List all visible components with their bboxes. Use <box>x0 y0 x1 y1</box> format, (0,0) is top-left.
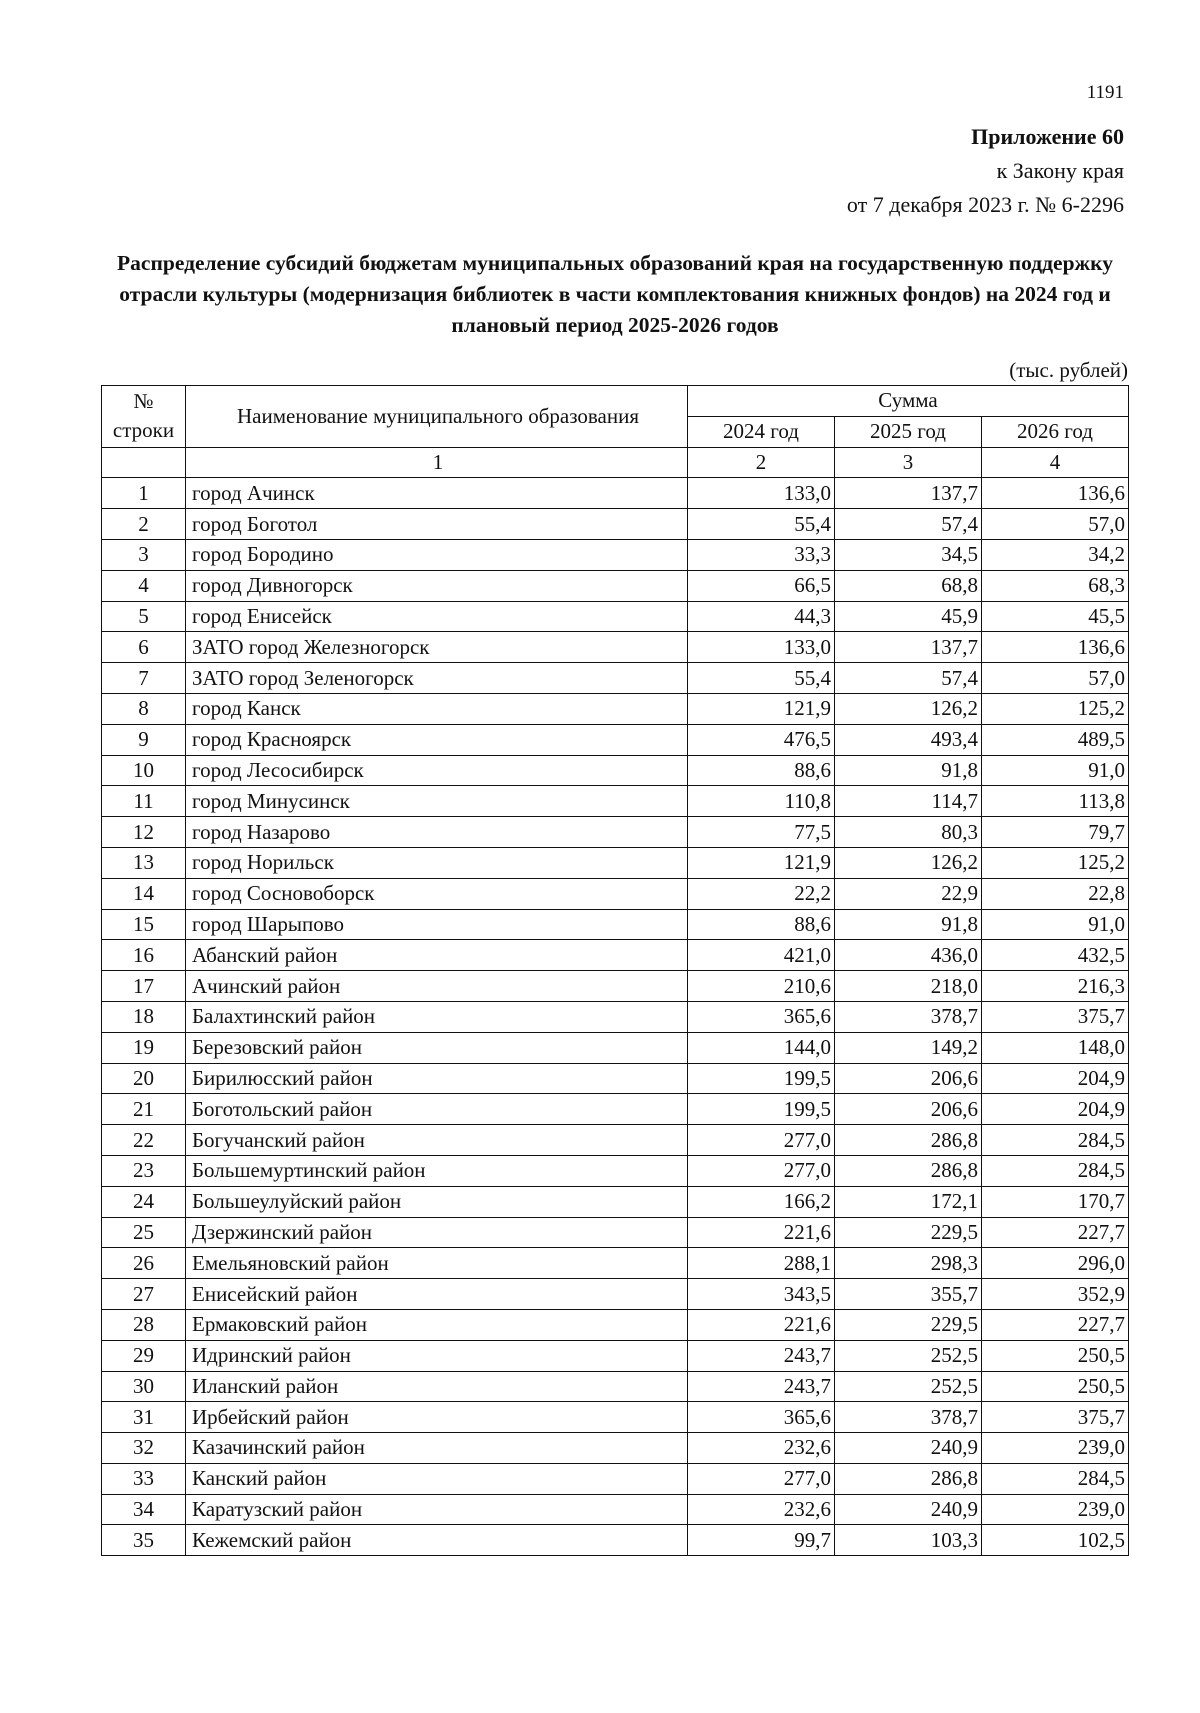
sum-2024: 277,0 <box>688 1155 835 1186</box>
municipality-name: ЗАТО город Железногорск <box>186 632 688 663</box>
sum-2025: 436,0 <box>835 940 982 971</box>
sum-2026: 489,5 <box>982 724 1129 755</box>
municipality-name: Абанский район <box>186 940 688 971</box>
municipality-name: Ермаковский район <box>186 1309 688 1340</box>
table-row <box>102 601 1129 632</box>
header-no-symbol: № <box>133 389 154 414</box>
row-number: 19 <box>102 1032 186 1063</box>
table-row <box>102 570 1129 601</box>
municipality-name: город Назарово <box>186 817 688 848</box>
sum-2026: 91,0 <box>982 909 1129 940</box>
sum-2026: 34,2 <box>982 539 1129 570</box>
table-row <box>102 663 1129 694</box>
sum-2026: 136,6 <box>982 632 1129 663</box>
header-year-2026: 2026 год <box>982 416 1129 447</box>
sum-2026: 136,6 <box>982 478 1129 509</box>
sum-2024: 88,6 <box>688 755 835 786</box>
sum-2026: 170,7 <box>982 1186 1129 1217</box>
sum-2024: 221,6 <box>688 1217 835 1248</box>
municipality-name: Каратузский район <box>186 1494 688 1525</box>
table-row <box>102 539 1129 570</box>
document-heading: Распределение субсидий бюджетам муниципальных образований края на государственную поддержку отрасли культуры (модернизация библиотек в части комплектования книжных фондов) на 2024 год и плановый период 2025-2026 годов <box>117 251 1113 337</box>
sum-2024: 221,6 <box>688 1309 835 1340</box>
municipality-name: Большеулуйский район <box>186 1186 688 1217</box>
municipality-name: город Енисейск <box>186 601 688 632</box>
sum-2026: 79,7 <box>982 817 1129 848</box>
col-number-3: 3 <box>835 447 982 478</box>
row-number: 26 <box>102 1248 186 1279</box>
municipality-name: город Шарыпово <box>186 909 688 940</box>
row-number: 18 <box>102 1001 186 1032</box>
sum-2025: 22,9 <box>835 878 982 909</box>
col-number-blank <box>102 447 186 478</box>
municipality-name: Боготольский район <box>186 1094 688 1125</box>
sum-2025: 355,7 <box>835 1279 982 1310</box>
municipality-name: город Красноярск <box>186 724 688 755</box>
table-row <box>102 724 1129 755</box>
sum-2026: 250,5 <box>982 1371 1129 1402</box>
row-number: 17 <box>102 971 186 1002</box>
municipality-name: город Дивногорск <box>186 570 688 601</box>
table-row <box>102 1402 1129 1433</box>
sum-2026: 239,0 <box>982 1433 1129 1464</box>
sum-2025: 91,8 <box>835 755 982 786</box>
sum-2024: 277,0 <box>688 1463 835 1494</box>
table-row <box>102 1433 1129 1464</box>
sum-2024: 133,0 <box>688 478 835 509</box>
row-number: 22 <box>102 1125 186 1156</box>
municipality-name: город Боготол <box>186 509 688 540</box>
sum-2025: 286,8 <box>835 1463 982 1494</box>
row-number: 1 <box>102 478 186 509</box>
row-number: 13 <box>102 847 186 878</box>
row-number: 3 <box>102 539 186 570</box>
row-number: 6 <box>102 632 186 663</box>
sum-2025: 68,8 <box>835 570 982 601</box>
sum-2025: 114,7 <box>835 786 982 817</box>
municipality-name: Дзержинский район <box>186 1217 688 1248</box>
row-number: 31 <box>102 1402 186 1433</box>
municipality-name: Ачинский район <box>186 971 688 1002</box>
row-number: 5 <box>102 601 186 632</box>
header-year-2024: 2024 год <box>688 416 835 447</box>
header-year-2025: 2025 год <box>835 416 982 447</box>
sum-2025: 172,1 <box>835 1186 982 1217</box>
units-label: (тыс. рублей) <box>1009 358 1128 382</box>
municipality-name: город Минусинск <box>186 786 688 817</box>
municipality-name: город Ачинск <box>186 478 688 509</box>
row-number: 15 <box>102 909 186 940</box>
municipality-name: Ирбейский район <box>186 1402 688 1433</box>
row-number: 27 <box>102 1279 186 1310</box>
sum-2026: 125,2 <box>982 693 1129 724</box>
table-row <box>102 1217 1129 1248</box>
row-number: 28 <box>102 1309 186 1340</box>
row-number: 9 <box>102 724 186 755</box>
table-row <box>102 1125 1129 1156</box>
sum-2026: 239,0 <box>982 1494 1129 1525</box>
table-row <box>102 1279 1129 1310</box>
sum-2026: 296,0 <box>982 1248 1129 1279</box>
header-no-label: строки <box>112 418 175 443</box>
sum-2025: 149,2 <box>835 1032 982 1063</box>
sum-2024: 210,6 <box>688 971 835 1002</box>
municipality-name: Иланский район <box>186 1371 688 1402</box>
sum-2026: 57,0 <box>982 509 1129 540</box>
sum-2024: 77,5 <box>688 817 835 848</box>
municipality-name: Канский район <box>186 1463 688 1494</box>
sum-2025: 206,6 <box>835 1094 982 1125</box>
sum-2025: 34,5 <box>835 539 982 570</box>
sum-2024: 33,3 <box>688 539 835 570</box>
table-row <box>102 755 1129 786</box>
sum-2025: 378,7 <box>835 1402 982 1433</box>
subsidy-table <box>101 385 1129 1556</box>
col-number-2: 2 <box>688 447 835 478</box>
sum-2024: 288,1 <box>688 1248 835 1279</box>
sum-2024: 421,0 <box>688 940 835 971</box>
row-number: 21 <box>102 1094 186 1125</box>
sum-2024: 99,7 <box>688 1525 835 1556</box>
sum-2024: 66,5 <box>688 570 835 601</box>
row-number: 8 <box>102 693 186 724</box>
sum-2026: 284,5 <box>982 1463 1129 1494</box>
appendix-block <box>847 120 1124 222</box>
sum-2024: 110,8 <box>688 786 835 817</box>
row-number: 29 <box>102 1340 186 1371</box>
sum-2026: 375,7 <box>982 1402 1129 1433</box>
municipality-name: Емельяновский район <box>186 1248 688 1279</box>
sum-2024: 365,6 <box>688 1001 835 1032</box>
sum-2024: 277,0 <box>688 1125 835 1156</box>
sum-2024: 22,2 <box>688 878 835 909</box>
sum-2024: 144,0 <box>688 1032 835 1063</box>
municipality-name: город Лесосибирск <box>186 755 688 786</box>
row-number: 7 <box>102 663 186 694</box>
sum-2025: 57,4 <box>835 509 982 540</box>
sum-2026: 125,2 <box>982 847 1129 878</box>
municipality-name: ЗАТО город Зеленогорск <box>186 663 688 694</box>
sum-2026: 227,7 <box>982 1217 1129 1248</box>
row-number: 33 <box>102 1463 186 1494</box>
table-row <box>102 817 1129 848</box>
header-row-number <box>102 386 186 448</box>
table-row <box>102 971 1129 1002</box>
sum-2026: 352,9 <box>982 1279 1129 1310</box>
table-row <box>102 1309 1129 1340</box>
table-row <box>102 940 1129 971</box>
table-row <box>102 1063 1129 1094</box>
table-row <box>102 1463 1129 1494</box>
row-number: 20 <box>102 1063 186 1094</box>
sum-2025: 206,6 <box>835 1063 982 1094</box>
sum-2025: 103,3 <box>835 1525 982 1556</box>
sum-2024: 365,6 <box>688 1402 835 1433</box>
sum-2024: 55,4 <box>688 663 835 694</box>
sum-2024: 88,6 <box>688 909 835 940</box>
municipality-name: Кежемский район <box>186 1525 688 1556</box>
appendix-date-ref: от 7 декабря 2023 г. № 6-2296 <box>846 192 1124 217</box>
sum-2026: 375,7 <box>982 1001 1129 1032</box>
sum-2024: 44,3 <box>688 601 835 632</box>
row-number: 35 <box>102 1525 186 1556</box>
sum-2025: 240,9 <box>835 1494 982 1525</box>
table-row <box>102 693 1129 724</box>
row-number: 34 <box>102 1494 186 1525</box>
sum-2024: 166,2 <box>688 1186 835 1217</box>
municipality-name: Березовский район <box>186 1032 688 1063</box>
sum-2026: 113,8 <box>982 786 1129 817</box>
row-number: 12 <box>102 817 186 848</box>
row-number: 32 <box>102 1433 186 1464</box>
sum-2025: 126,2 <box>835 847 982 878</box>
sum-2026: 216,3 <box>982 971 1129 1002</box>
municipality-name: Казачинский район <box>186 1433 688 1464</box>
sum-2025: 137,7 <box>835 478 982 509</box>
sum-2026: 148,0 <box>982 1032 1129 1063</box>
sum-2026: 250,5 <box>982 1340 1129 1371</box>
municipality-name: город Норильск <box>186 847 688 878</box>
sum-2026: 432,5 <box>982 940 1129 971</box>
table-row <box>102 1001 1129 1032</box>
header-sum: Сумма <box>688 386 1129 417</box>
sum-2026: 57,0 <box>982 663 1129 694</box>
col-number-4: 4 <box>982 447 1129 478</box>
sum-2025: 229,5 <box>835 1217 982 1248</box>
table-row <box>102 847 1129 878</box>
sum-2025: 218,0 <box>835 971 982 1002</box>
appendix-law-ref: к Закону края <box>996 158 1124 183</box>
sum-2024: 343,5 <box>688 1279 835 1310</box>
sum-2025: 126,2 <box>835 693 982 724</box>
sum-2026: 284,5 <box>982 1125 1129 1156</box>
row-number: 25 <box>102 1217 186 1248</box>
row-number: 24 <box>102 1186 186 1217</box>
municipality-name: Енисейский район <box>186 1279 688 1310</box>
sum-2026: 102,5 <box>982 1525 1129 1556</box>
table-row <box>102 1186 1129 1217</box>
sum-2025: 137,7 <box>835 632 982 663</box>
table-row <box>102 909 1129 940</box>
municipality-name: город Бородино <box>186 539 688 570</box>
sum-2024: 199,5 <box>688 1094 835 1125</box>
table-row <box>102 1248 1129 1279</box>
row-number: 4 <box>102 570 186 601</box>
row-number: 30 <box>102 1371 186 1402</box>
sum-2024: 55,4 <box>688 509 835 540</box>
municipality-name: Бирилюсский район <box>186 1063 688 1094</box>
sum-2024: 121,9 <box>688 847 835 878</box>
sum-2025: 240,9 <box>835 1433 982 1464</box>
municipality-name: город Канск <box>186 693 688 724</box>
table-row <box>102 632 1129 663</box>
table-row <box>102 1155 1129 1186</box>
sum-2025: 229,5 <box>835 1309 982 1340</box>
sum-2025: 252,5 <box>835 1340 982 1371</box>
sum-2024: 199,5 <box>688 1063 835 1094</box>
sum-2024: 121,9 <box>688 693 835 724</box>
sum-2025: 80,3 <box>835 817 982 848</box>
sum-2024: 133,0 <box>688 632 835 663</box>
sum-2026: 91,0 <box>982 755 1129 786</box>
row-number: 14 <box>102 878 186 909</box>
sum-2026: 68,3 <box>982 570 1129 601</box>
table-row <box>102 1340 1129 1371</box>
sum-2025: 298,3 <box>835 1248 982 1279</box>
sum-2026: 204,9 <box>982 1094 1129 1125</box>
table-row <box>102 786 1129 817</box>
sum-2025: 286,8 <box>835 1125 982 1156</box>
sum-2026: 45,5 <box>982 601 1129 632</box>
sum-2024: 232,6 <box>688 1433 835 1464</box>
municipality-name: Балахтинский район <box>186 1001 688 1032</box>
sum-2024: 243,7 <box>688 1340 835 1371</box>
sum-2026: 22,8 <box>982 878 1129 909</box>
header-name: Наименование муниципального образования <box>186 386 688 448</box>
municipality-name: город Сосновоборск <box>186 878 688 909</box>
sum-2025: 252,5 <box>835 1371 982 1402</box>
row-number: 10 <box>102 755 186 786</box>
row-number: 23 <box>102 1155 186 1186</box>
sum-2024: 476,5 <box>688 724 835 755</box>
column-number-row <box>102 447 1129 478</box>
table-row <box>102 509 1129 540</box>
sum-2026: 204,9 <box>982 1063 1129 1094</box>
municipality-name: Богучанский район <box>186 1125 688 1156</box>
header-row-1 <box>102 386 1129 417</box>
sum-2026: 227,7 <box>982 1309 1129 1340</box>
sum-2025: 286,8 <box>835 1155 982 1186</box>
sum-2025: 493,4 <box>835 724 982 755</box>
table-row <box>102 878 1129 909</box>
municipality-name: Идринский район <box>186 1340 688 1371</box>
table-row <box>102 478 1129 509</box>
sum-2025: 45,9 <box>835 601 982 632</box>
table-row <box>102 1032 1129 1063</box>
table-row <box>102 1494 1129 1525</box>
sum-2024: 243,7 <box>688 1371 835 1402</box>
sum-2025: 378,7 <box>835 1001 982 1032</box>
table-row <box>102 1094 1129 1125</box>
table-row <box>102 1371 1129 1402</box>
page-number: 1191 <box>1086 82 1124 103</box>
sum-2025: 57,4 <box>835 663 982 694</box>
sum-2024: 232,6 <box>688 1494 835 1525</box>
table-row <box>102 1525 1129 1556</box>
sum-2025: 91,8 <box>835 909 982 940</box>
row-number: 11 <box>102 786 186 817</box>
row-number: 16 <box>102 940 186 971</box>
sum-2026: 284,5 <box>982 1155 1129 1186</box>
col-number-1: 1 <box>186 447 688 478</box>
municipality-name: Большемуртинский район <box>186 1155 688 1186</box>
appendix-title: Приложение 60 <box>971 124 1124 149</box>
row-number: 2 <box>102 509 186 540</box>
